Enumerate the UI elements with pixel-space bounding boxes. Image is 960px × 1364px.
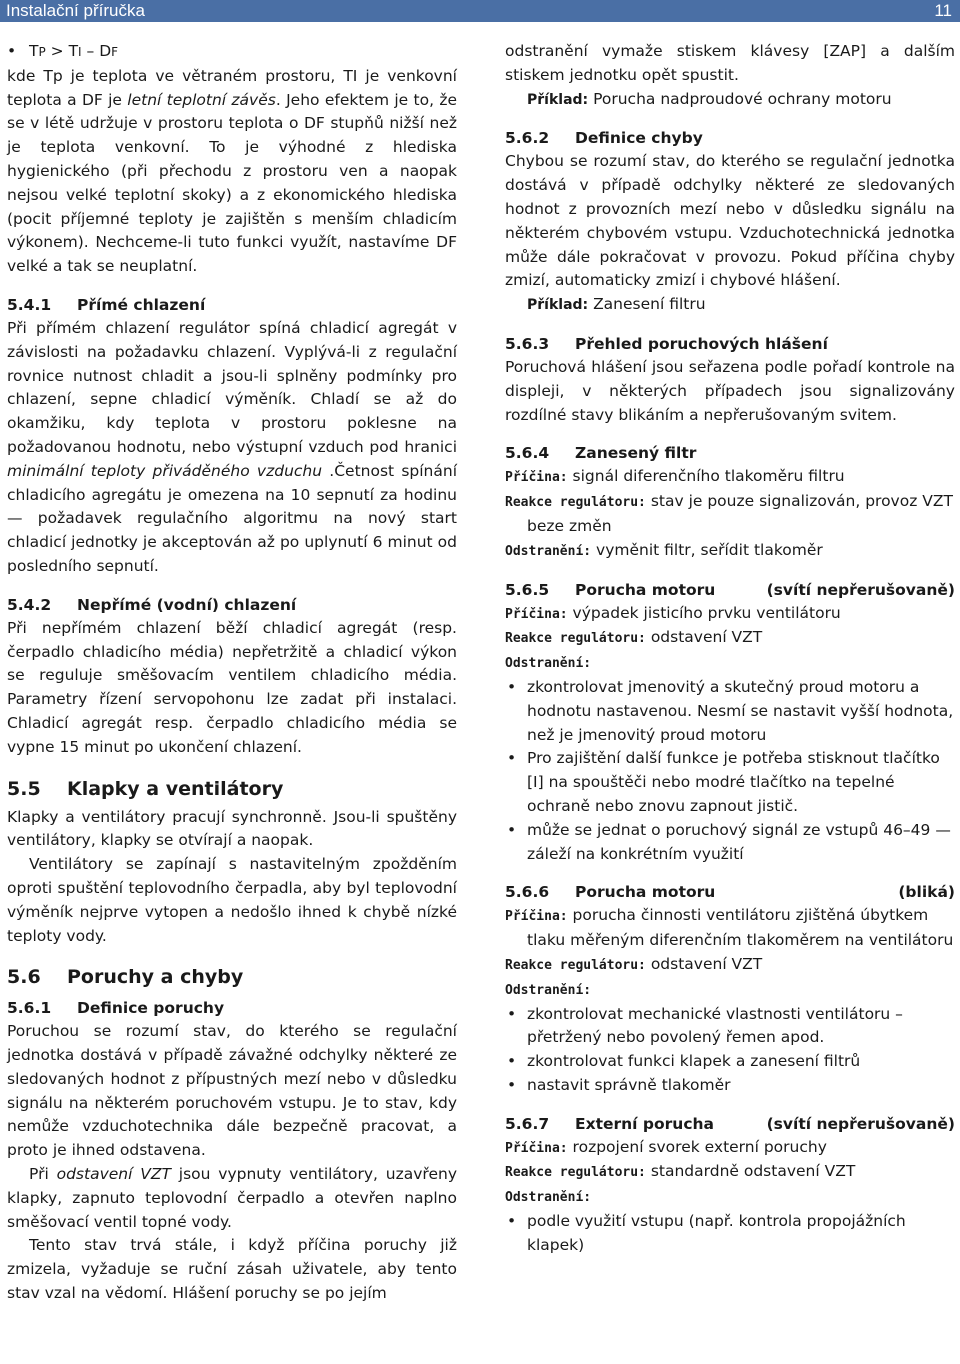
status-badge: (bliká) [898, 883, 955, 902]
status-badge: (svítí nepřerušovaně) [766, 1114, 955, 1133]
example-1: Příklad: Porucha nadproudové ochrany motoru [527, 89, 892, 108]
section-heading-5-6: 5.6 Poruchy a chyby [7, 966, 244, 989]
fix-label-5-6-6: Odstranění: [505, 982, 592, 998]
paragraph-indirect-cooling: Při nepřímém chlazení běží chladicí agregát (resp. čerpadlo chladicího média) nepřetržitě a chladicí výkon se reguluje směšovacím ventilem chladicího média. Parametry řízení servopohonu lze zadat při instalaci. Chladicí agregát resp. čerpadlo chladicího média se vypne 15 minut po ukončení chlazení. [7, 618, 457, 756]
formula: • TP > TI – DF [7, 40, 457, 65]
paragraph-direct-cooling: Při přímém chlazení regulátor spíná chladicí agregát v závislosti na požadavku chlazení. Vyplývá-li z regulační rovnice nutnost chladit a jsou-li splněny podmínky pro chlazení, sepne chladicí výměník. Chladí se až do okamžiku, kdy teplota v prostoru poklesne na požadovanou hodnotu, nebo výstupní vzduch pod hranici minimální teploty přiváděného vzduchu .Četnost spínání chladicího agregátu je omezena na 10 sepnutí za hodinu — požadavek regulačního algoritmu na nový start chladicí jednotky je akceptován až po uplynutí 6 minut od posledního sepnutí. [7, 318, 457, 575]
list-item: • může se jednat o poruchový signál ze vstupů 46–49 — záleží na konkrétním využití [507, 820, 951, 863]
bullet-icon: • [507, 677, 517, 696]
status-badge: (svítí nepřerušovaně) [766, 580, 955, 599]
fix-label-5-6-7: Odstranění: [505, 1190, 592, 1206]
list-item: • Pro zajištění další funkce je potřeba stisknout tlačítko [I] na spouštěči nebo modré tlačítko na tepelné ochraně nebo znovu zapnout jistič. [507, 749, 940, 815]
bullet-icon: • [507, 1052, 517, 1071]
paragraph-fault-definition-3: Tento stav trvá stále, i když příčina poruchy již zmizela, vyžaduje se ruční zásah uživatele, aby tento stav vzal na vědomí. Hlášení poruchy se po jejím [7, 1236, 457, 1303]
fix-5-6-4: Odstranění: vyměnit filtr, seřídit tlakoměr [505, 540, 823, 559]
list-item: • zkontrolovat mechanické vlastnosti ventilátoru – přetržený nebo povolený řemen apod. [507, 1004, 903, 1047]
paragraph-error-definition: Chybou se rozumí stav, do kterého se regulační jednotka dostává v případě odchylky některé ze sledovaných hodnot z provozních mezí nebo v důsledku signálu na některém chybovém vstupu. Vzduchotechnická jednotka může dále pokračovat v provozu. Pokud příčina chyby zmizí, automaticky zmizí i chybové hlášení. [505, 152, 955, 290]
cause-5-6-4: Příčina: signál diferenčního tlakoměru filtru [505, 467, 845, 486]
bullet-icon: • [7, 42, 17, 60]
bullet-icon: • [507, 749, 517, 768]
section-heading-5-4-2: 5.4.2 Nepřímé (vodní) chlazení [7, 595, 297, 614]
section-heading-5-6-5: 5.6.5 Porucha motoru (svítí nepřerušovaně) [505, 578, 955, 602]
cause-5-6-6: Příčina: porucha činnosti ventilátoru zjištěná úbytkem tlaku měřeným diferenčním tlakoměrem na ventilátoru [505, 906, 954, 950]
list-item: • zkontrolovat jmenovitý a skutečný proud motoru a hodnotu nastavenou. Nesmí se nastavit vyšší hodnota, než je jmenovitý proud motoru [507, 677, 954, 744]
paragraph-dampers-2: Ventilátory se zapínají s nastavitelným zpožděním oproti spuštění teplovodního čerpadla, aby byl teplovodní výměník nejprve vytopen a nedošlo ihned k chybě nízké teploty vody. [7, 855, 457, 945]
paragraph-fault-definition-1: Poruchou se rozumí stav, do kterého se regulační jednotka dostává v případě závažné odchylky některé ze sledovaných hodnot z přípustných mezí nebo v důsledku signálu na některém poruchovém vstupu. Je to stav, kdy nemůže vzduchotechnika dále bezpečně pracovat, a proto je ihned odstavena. [7, 1022, 457, 1160]
section-heading-5-6-7: 5.6.7 Externí porucha (svítí nepřerušovaně) [505, 1112, 955, 1136]
section-heading-5-6-4: 5.6.4 Zanesený filtr [505, 444, 697, 463]
paragraph-continued: odstranění vymaže stiskem klávesy [ZAP] a dalším stiskem jednotku opět spustit. [505, 42, 955, 84]
reaction-5-6-4: Reakce regulátoru: stav je pouze signalizován, provoz VZT beze změn [505, 492, 953, 535]
section-heading-5-6-6: 5.6.6 Porucha motoru (bliká) [505, 880, 955, 904]
fix-list-5-6-7 [505, 1210, 955, 1258]
reaction-5-6-5: Reakce regulátoru: odstavení VZT [505, 628, 763, 647]
bullet-icon: • [507, 820, 517, 839]
list-item: • podle využití vstupu (např. kontrola propojážních klapek) [507, 1212, 906, 1254]
reaction-5-6-7: Reakce regulátoru: standardně odstavení VZT [505, 1162, 856, 1181]
section-heading-5-6-2: 5.6.2 Definice chyby [505, 129, 703, 148]
right-column [505, 40, 955, 1258]
reaction-5-6-6: Reakce regulátoru: odstavení VZT [505, 954, 763, 973]
bullet-icon: • [507, 1075, 517, 1094]
paragraph-formula-explanation: kde Tp je teplota ve větraném prostoru, TI je venkovní teplota a DF je letní teplotní závěs. Jeho efektem je to, že se v létě udržuje v prostoru teplota o DF stupňů nižší než je teplota venkovní. To je výhodné z hlediska hygienického (při přechodu z prostoru ven a naopak nejsou velké teplotní skoky) a z ekonomického hlediska (pocit příjemné teploty je zajištěn s menším chladicím výkonem). Nechceme-li tuto funkci využít, nastavíme DF velké a tak se neuplatní. [7, 66, 457, 276]
document-title: Instalační příručka [6, 1, 145, 20]
fix-label-5-6-5: Odstranění: [505, 656, 592, 672]
left-column [7, 40, 457, 1306]
bullet-icon: • [507, 1212, 517, 1231]
cause-5-6-5: Příčina: výpadek jisticího prvku ventilátoru [505, 603, 841, 622]
fix-list-5-6-5 [505, 676, 955, 866]
example-2: Příklad: Zanesení filtru [527, 295, 706, 314]
paragraph-fault-definition-2: Při odstavení VZT jsou vypnuty ventilátory, uzavřeny klapky, zapnuto teplovodní čerpadlo a otevřen naplno směšovací ventil topné vody. [7, 1165, 457, 1231]
page-number: 11 [934, 1, 952, 20]
fix-list-5-6-6 [505, 1003, 955, 1098]
section-heading-5-5: 5.5 Klapky a ventilátory [7, 777, 284, 800]
page-header [0, 0, 960, 22]
bullet-icon: • [507, 1004, 517, 1023]
list-item: • nastavit správně tlakoměr [505, 1074, 955, 1098]
cause-5-6-7: Příčina: rozpojení svorek externí poruchy [505, 1137, 827, 1156]
list-item: • zkontrolovat funkci klapek a zanesení filtrů [505, 1050, 955, 1074]
paragraph-fault-overview: Poruchová hlášení jsou seřazena podle pořadí kontrole na displeji, v některých případech jsou signalizovány rozdílné stavy blikáním a nepřerušovaným svitem. [505, 357, 955, 424]
paragraph-dampers-1: Klapky a ventilátory pracují synchronně. Jsou-li spuštěny ventilátory, klapky se otvírají a naopak. [7, 807, 457, 850]
section-heading-5-6-3: 5.6.3 Přehled poruchových hlášení [505, 334, 828, 353]
section-heading-5-4-1: 5.4.1 Přímé chlazení [7, 295, 206, 314]
section-heading-5-6-1: 5.6.1 Definice poruchy [7, 999, 225, 1018]
